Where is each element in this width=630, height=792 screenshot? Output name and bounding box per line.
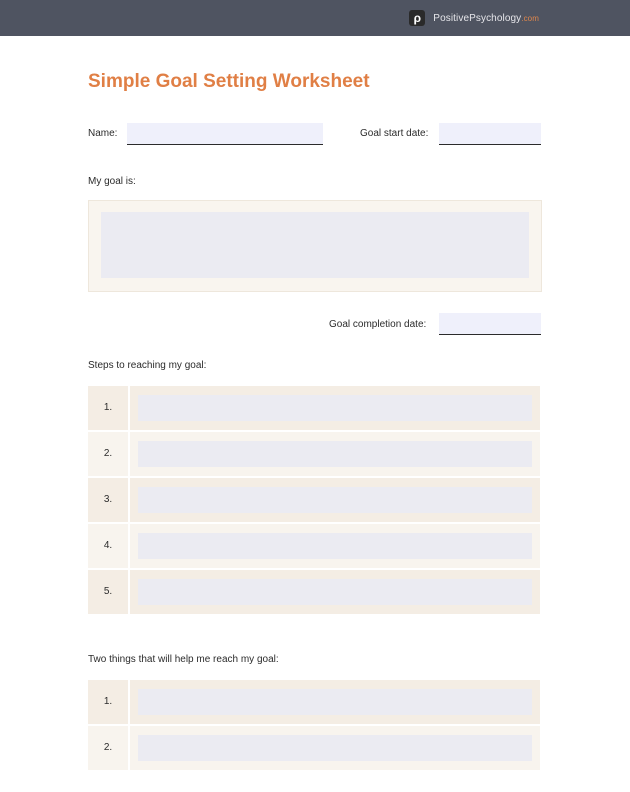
- step-input[interactable]: [138, 487, 532, 513]
- helper-number: 1.: [88, 680, 130, 724]
- helper-input[interactable]: [138, 689, 532, 715]
- helper-number: 2.: [88, 726, 130, 770]
- worksheet-title: Simple Goal Setting Worksheet: [88, 71, 370, 92]
- helper-row: [88, 680, 540, 726]
- goal-box: [88, 200, 542, 292]
- goal-label: My goal is:: [88, 176, 136, 187]
- step-number: 3.: [88, 478, 130, 522]
- step-number: 5.: [88, 570, 130, 614]
- step-input[interactable]: [138, 395, 532, 421]
- helpers-label: Two things that will help me reach my goal:: [88, 654, 279, 665]
- goal-completion-date-label: Goal completion date:: [329, 319, 427, 330]
- goal-completion-date-field[interactable]: [439, 313, 541, 335]
- steps-label: Steps to reaching my goal:: [88, 360, 207, 371]
- step-input[interactable]: [138, 533, 532, 559]
- step-row: [88, 432, 540, 478]
- goal-input[interactable]: [101, 212, 529, 278]
- brand-name: [433, 13, 539, 24]
- step-number: 1.: [88, 386, 130, 430]
- step-number: 2.: [88, 432, 130, 476]
- goal-start-date-field[interactable]: [439, 123, 541, 145]
- name-field[interactable]: [127, 123, 323, 145]
- step-number: 4.: [88, 524, 130, 568]
- goal-start-date-label: Goal start date:: [360, 128, 429, 139]
- steps-table: [88, 386, 540, 616]
- top-banner: [0, 0, 630, 36]
- brand-logo[interactable]: [409, 10, 539, 26]
- helper-row: [88, 726, 540, 772]
- step-row: [88, 524, 540, 570]
- brand-name-main: PositivePsychology: [433, 12, 522, 24]
- name-label: Name:: [88, 128, 118, 139]
- helpers-table: [88, 680, 540, 772]
- positive-psychology-logo-icon: ρ: [409, 10, 425, 26]
- step-row: [88, 386, 540, 432]
- helper-input[interactable]: [138, 735, 532, 761]
- step-row: [88, 478, 540, 524]
- step-input[interactable]: [138, 579, 532, 605]
- step-input[interactable]: [138, 441, 532, 467]
- step-row: [88, 570, 540, 616]
- brand-name-suffix: .com: [521, 13, 539, 23]
